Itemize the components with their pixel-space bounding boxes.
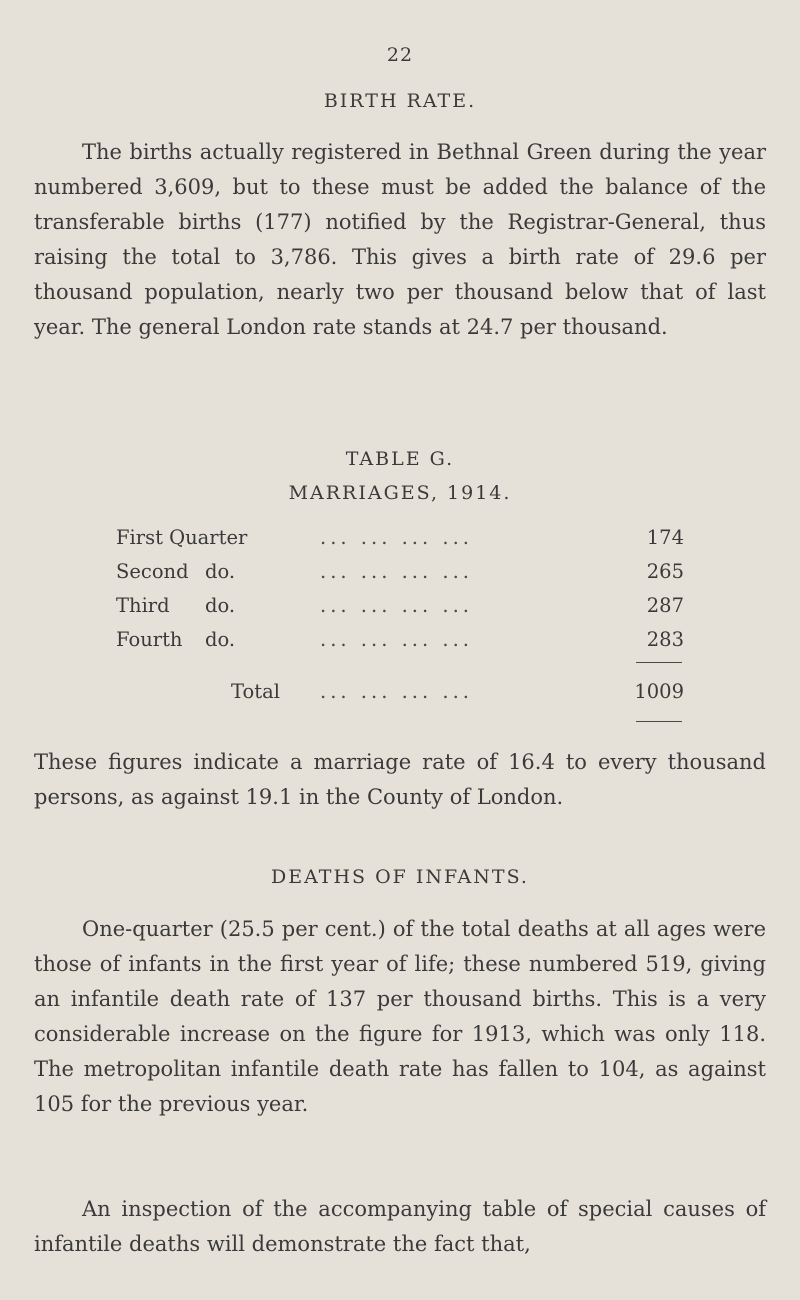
ditto-mark: do. — [205, 594, 236, 617]
leader-dots: ... ... ... ... — [320, 526, 473, 549]
quarter-label: Fourth — [116, 628, 183, 651]
special-causes-paragraph: An inspection of the accompanying table of special causes of infantile deaths will demonstrate the fact that, — [34, 1197, 766, 1256]
marriage-count: 287 — [646, 594, 684, 617]
leader-dots: ... ... ... ... — [320, 560, 473, 583]
table-row — [108, 594, 690, 628]
leader-dots: ... ... ... ... — [320, 594, 473, 617]
infant-deaths-paragraph: One-quarter (25.5 per cent.) of the total deaths at all ages were those of infants in the first year of life; these numbered 519, giving an infantile death rate of 137 per thousand births. This is a very considerable increase on the figure for 1913, which was only 118. The metropolitan infantile death rate has fallen to 104, as against 105 for the previous year. — [34, 917, 766, 1116]
leader-dots: ... ... ... ... — [320, 680, 473, 703]
marriages-table — [108, 526, 690, 662]
quarter-label: First Quarter — [116, 526, 248, 549]
total-rule-bottom — [636, 721, 682, 722]
ditto-mark: do. — [205, 560, 236, 583]
leader-dots: ... ... ... ... — [320, 628, 473, 651]
infant-deaths-heading: DEATHS OF INFANTS. — [271, 866, 529, 888]
marriage-count: 174 — [646, 526, 684, 549]
quarter-label: Second — [116, 560, 189, 583]
table-row — [108, 560, 690, 594]
table-row — [108, 526, 690, 560]
page-number: 22 — [386, 44, 414, 66]
table-g-title: MARRIAGES, 1914. — [288, 482, 512, 504]
total-label: Total — [231, 680, 280, 703]
marriages-total — [108, 680, 690, 714]
birth-rate-heading: BIRTH RATE. — [323, 90, 477, 112]
ditto-mark: do. — [205, 628, 236, 651]
marriage-count: 283 — [646, 628, 684, 651]
total-value: 1009 — [634, 680, 684, 703]
quarter-label: Third — [116, 594, 170, 617]
table-g-label: TABLE G. — [345, 448, 455, 470]
total-rule-top — [636, 662, 682, 663]
total-row — [108, 680, 690, 714]
marriage-rate-paragraph: These figures indicate a marriage rate of 16.4 to every thousand persons, as against 19.1 in the County of London. — [34, 750, 766, 809]
birth-rate-paragraph: The births actually registered in Bethnal Green during the year numbered 3,609, but to these must be added the balance of the transferable births (177) notified by the Registrar-General, thus raising the total to 3,786. This gives a birth rate of 29.6 per thousand population, nearly two per thousand below that of last year. The general London rate stands at 24.7 per thousand. — [34, 140, 766, 339]
marriage-count: 265 — [646, 560, 684, 583]
table-row — [108, 628, 690, 662]
